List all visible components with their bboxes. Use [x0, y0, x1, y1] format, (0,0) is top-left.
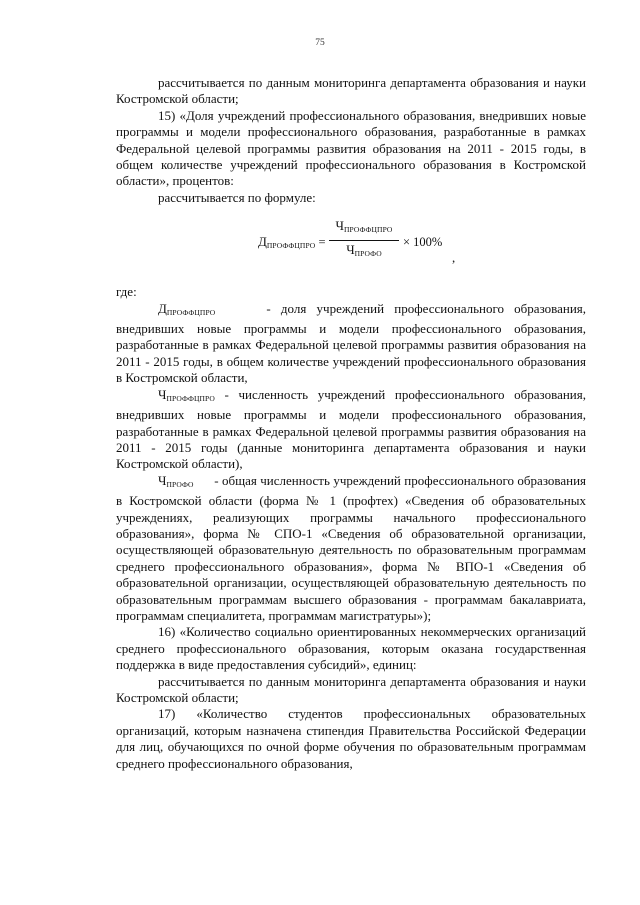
body-text	[116, 75, 586, 772]
paragraph: рассчитывается по формуле:	[158, 189, 316, 205]
definition-3: $Ч_{ПРОФО}$ - общая численность учреждений профессионального образования в Костромской области (форма № 1 (профтех) «Сведения об образовательных учреждениях, реализующих программы начального профессионального образования», форма № СПО-1 «Сведения об образовательной организации, осуществляющей образовательную деятельность по образовательным программам среднего профессионального образования», форма № ВПО-1 «Сведения об образовательной организации, осуществляющей образовательную деятельность по образовательным программам высшего образования - программам бакалавриата, программам специалитета, программам магистратуры»);	[116, 472, 587, 623]
formula-lhs: $Д_{ПРОФФЦПРО}$ =	[258, 234, 326, 251]
page-number: 75	[315, 38, 325, 48]
where-label: где:	[116, 284, 137, 300]
paragraph-item-17: 17) «Количество студентов профессиональных образовательных организаций, которым назначена стипендия Правительства Российской Федерации для лиц, обучающихся по очной форме обучения по образовательным программам среднего профессионального образования,	[116, 706, 586, 771]
formula-fraction	[329, 218, 399, 262]
formula-multiplier: × 100%	[403, 235, 443, 250]
formula-numerator: $Ч_{ПРОФФЦПРО}$	[329, 218, 399, 240]
formula-denominator: $Ч_{ПРОФО}$	[346, 241, 382, 258]
formula	[116, 214, 586, 270]
paragraph: рассчитывается по данным мониторинга департамента образования и науки Костромской области;	[116, 673, 586, 705]
formula-trailing-comma: ,	[452, 250, 456, 266]
definition-1: $Д_{ПРОФФЦПРО}$ - доля учреждений профессионального образования, внедривших новые программы и модели профессионального образования, разработанные в рамках Федеральной целевой программы развития образования на 2011 - 2015 годы, в общем количестве учреждений профессионального образования в Костромской области,	[116, 300, 587, 386]
paragraph: рассчитывается по данным мониторинга департамента образования и науки Костромской области;	[116, 75, 586, 107]
paragraph-item-15: 15) «Доля учреждений профессионального образования, внедривших новые программы и модели профессионального образования, разработанные в рамках Федеральной целевой программы развития образования на 2011 - 2015 годы, в общем количестве учреждений профессионального образования в Костромской области», процентов:	[116, 107, 586, 189]
definition-2: $Ч_{ПРОФФЦПРО}$ - численность учреждений профессионального образования, внедривших новые программы и модели профессионального образования, разработанные в рамках Федеральной целевой программы развития образования на 2011 - 2015 годы (данные мониторинга департамента образования и науки Костромской области),	[116, 386, 586, 472]
paragraph-item-16: 16) «Количество социально ориентированных некоммерческих организаций среднего профессионального образования, которым оказана государственная поддержка в виде предоставления субсидий», единиц:	[116, 624, 586, 673]
